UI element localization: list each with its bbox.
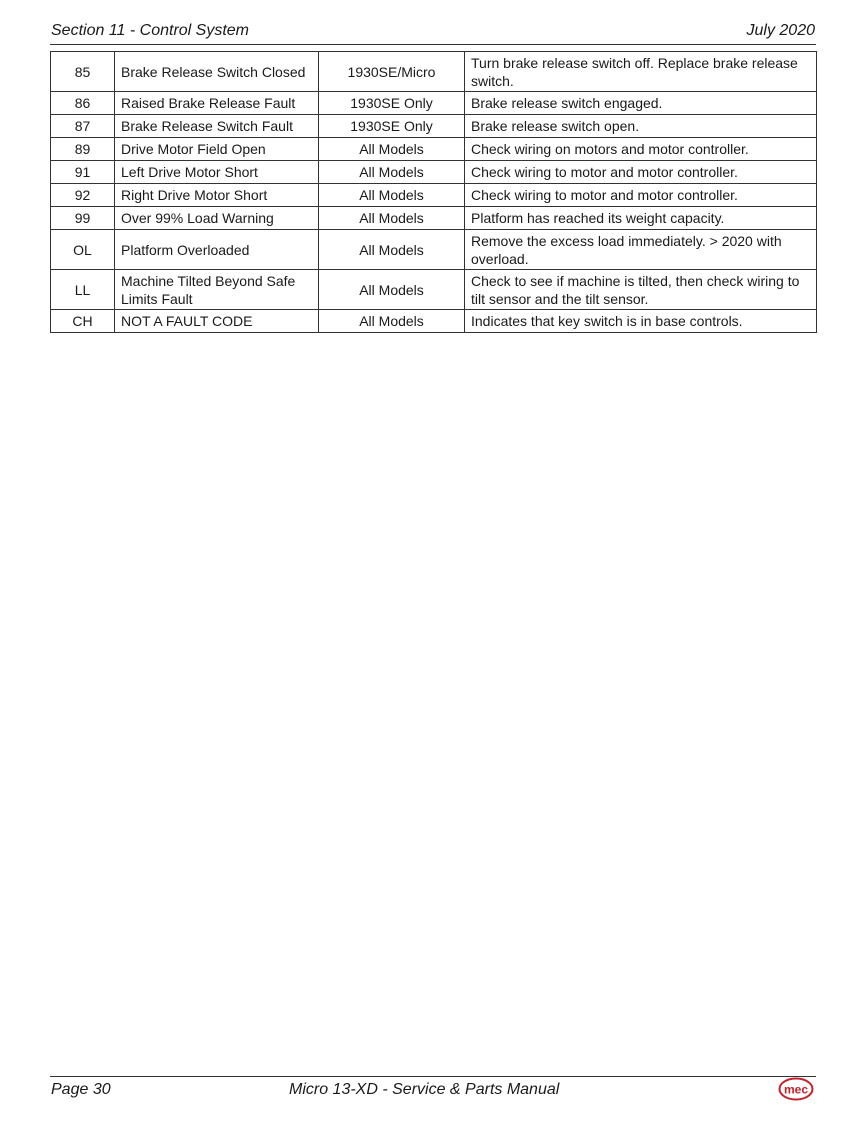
fault-name: Over 99% Load Warning [115, 207, 319, 230]
fault-code: 87 [51, 115, 115, 138]
applicable-models: All Models [319, 161, 465, 184]
table-row [51, 184, 817, 207]
corrective-action: Indicates that key switch is in base controls. [465, 310, 817, 333]
page-number: Page 30 [51, 1081, 111, 1098]
corrective-action: Platform has reached its weight capacity. [465, 207, 817, 230]
fault-name: Drive Motor Field Open [115, 138, 319, 161]
fault-code: CH [51, 310, 115, 333]
table-row [51, 270, 817, 310]
fault-code: 89 [51, 138, 115, 161]
section-title: Section 11 - Control System [51, 22, 250, 39]
corrective-action: Brake release switch open. [465, 115, 817, 138]
applicable-models: 1930SE/Micro [319, 52, 465, 92]
corrective-action: Check to see if machine is tilted, then check wiring to tilt sensor and the tilt sensor. [465, 270, 817, 310]
mec-logo [778, 1077, 814, 1101]
corrective-action: Remove the excess load immediately. > 2020 with overload. [465, 230, 817, 270]
svg-text:mec: mec [783, 1082, 809, 1097]
table-row [51, 92, 817, 115]
applicable-models: All Models [319, 310, 465, 333]
fault-name: Brake Release Switch Fault [115, 115, 319, 138]
footer-divider [50, 1076, 816, 1077]
corrective-action: Check wiring on motors and motor controller. [465, 138, 817, 161]
applicable-models: 1930SE Only [319, 115, 465, 138]
applicable-models: All Models [319, 230, 465, 270]
corrective-action: Check wiring to motor and motor controller. [465, 161, 817, 184]
table-row [51, 138, 817, 161]
table-row [51, 230, 817, 270]
table-row [51, 310, 817, 333]
corrective-action: Turn brake release switch off. Replace brake release switch. [465, 52, 817, 92]
manual-title: Micro 13-XD - Service & Parts Manual [289, 1081, 560, 1098]
fault-name: Raised Brake Release Fault [115, 92, 319, 115]
fault-name: Platform Overloaded [115, 230, 319, 270]
fault-code: 99 [51, 207, 115, 230]
applicable-models: 1930SE Only [319, 92, 465, 115]
fault-code: OL [51, 230, 115, 270]
fault-name: Brake Release Switch Closed [115, 52, 319, 92]
corrective-action: Check wiring to motor and motor controller. [465, 184, 817, 207]
fault-code: 85 [51, 52, 115, 92]
corrective-action: Brake release switch engaged. [465, 92, 817, 115]
fault-code-table [50, 51, 817, 333]
header-divider [50, 44, 816, 45]
fault-code: LL [51, 270, 115, 310]
table-row [51, 207, 817, 230]
fault-name: Right Drive Motor Short [115, 184, 319, 207]
fault-name: Machine Tilted Beyond Safe Limits Fault [115, 270, 319, 310]
table-row [51, 161, 817, 184]
fault-name: NOT A FAULT CODE [115, 310, 319, 333]
applicable-models: All Models [319, 138, 465, 161]
applicable-models: All Models [319, 270, 465, 310]
fault-name: Left Drive Motor Short [115, 161, 319, 184]
header-date: July 2020 [746, 22, 815, 39]
fault-code: 92 [51, 184, 115, 207]
table-row [51, 115, 817, 138]
applicable-models: All Models [319, 184, 465, 207]
fault-code: 86 [51, 92, 115, 115]
applicable-models: All Models [319, 207, 465, 230]
table-row [51, 52, 817, 92]
fault-code: 91 [51, 161, 115, 184]
